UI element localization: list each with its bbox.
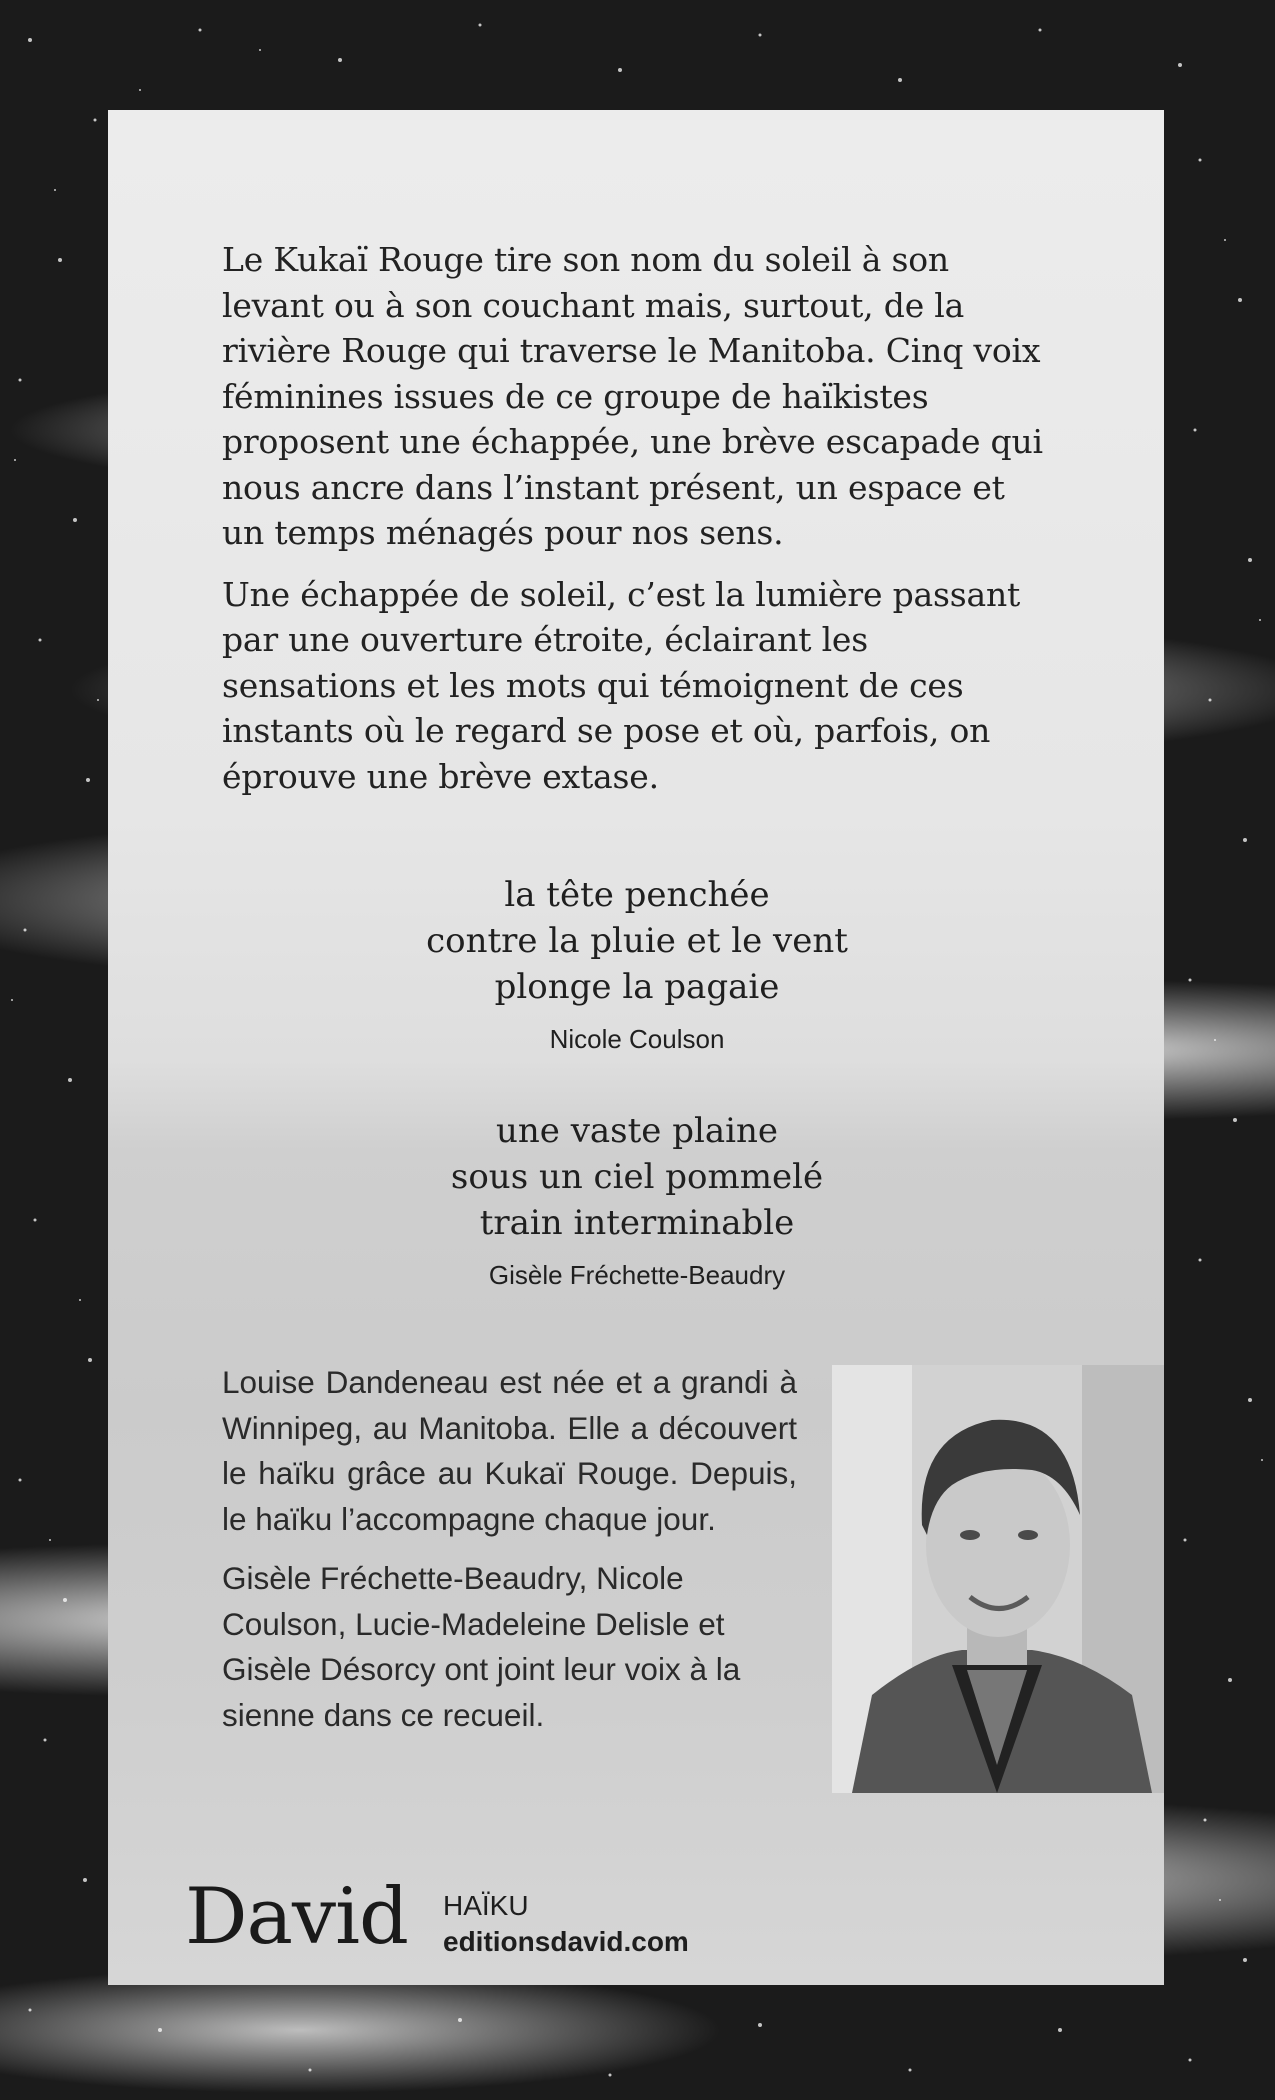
haiku-block <box>222 872 1052 1054</box>
author-photo <box>832 1365 1164 1793</box>
haiku-block <box>222 1108 1052 1290</box>
author-portrait-illustration <box>832 1365 1164 1793</box>
haiku-lines <box>222 1108 1052 1246</box>
publisher-logo: David <box>185 1872 408 1962</box>
haiku-line: une vaste plaine <box>495 1111 779 1151</box>
bio-paragraph: Gisèle Fréchette-Beaudry, Nicole Coulson, Lucie-Madeleine Delisle et Gisèle Désorcy ont joint leur voix à la sienne dans ce recueil. <box>222 1560 741 1733</box>
series-label: HAÏKU <box>443 1890 529 1921</box>
author-bio <box>222 1360 797 1752</box>
haiku-line: contre la pluie et le vent <box>426 921 848 961</box>
bio-paragraph: Louise Dandeneau est née et a grandi à Winnipeg, au Manitoba. Elle a découvert le haïku grâce au Kukaï Rouge. Depuis, le haïku l’accompagne chaque jour. <box>222 1364 797 1537</box>
intro-paragraph: Le Kukaï Rouge tire son nom du soleil à son levant ou à son couchant mais, surtout, de la rivière Rouge qui traverse le Manitoba. Cinq voix féminines issues de ce groupe de haïkistes proposent une échappée, une brève escapade qui nous ancre dans l’instant présent, un espace et un temps ménagés pour nos sens. <box>222 240 1043 552</box>
haiku-line: la tête penchée <box>504 875 770 915</box>
haiku-author: Nicole Coulson <box>549 1024 725 1054</box>
publisher-info <box>443 1888 689 1960</box>
haiku-lines <box>222 872 1052 1010</box>
intro-paragraph: Une échappée de soleil, c’est la lumière passant par une ouverture étroite, éclairant les sensations et les mots qui témoignent de ces instants où le regard se pose et où, parfois, on éprouve une brève extase. <box>222 574 1021 796</box>
haiku-line: plonge la pagaie <box>494 967 780 1007</box>
publisher-website[interactable]: editionsdavid.com <box>443 1926 689 1957</box>
haiku-line: train interminable <box>479 1203 795 1243</box>
haiku-author: Gisèle Fréchette-Beaudry <box>488 1260 786 1290</box>
haiku-line: sous un ciel pommelé <box>450 1157 824 1197</box>
intro-text <box>222 237 1052 815</box>
